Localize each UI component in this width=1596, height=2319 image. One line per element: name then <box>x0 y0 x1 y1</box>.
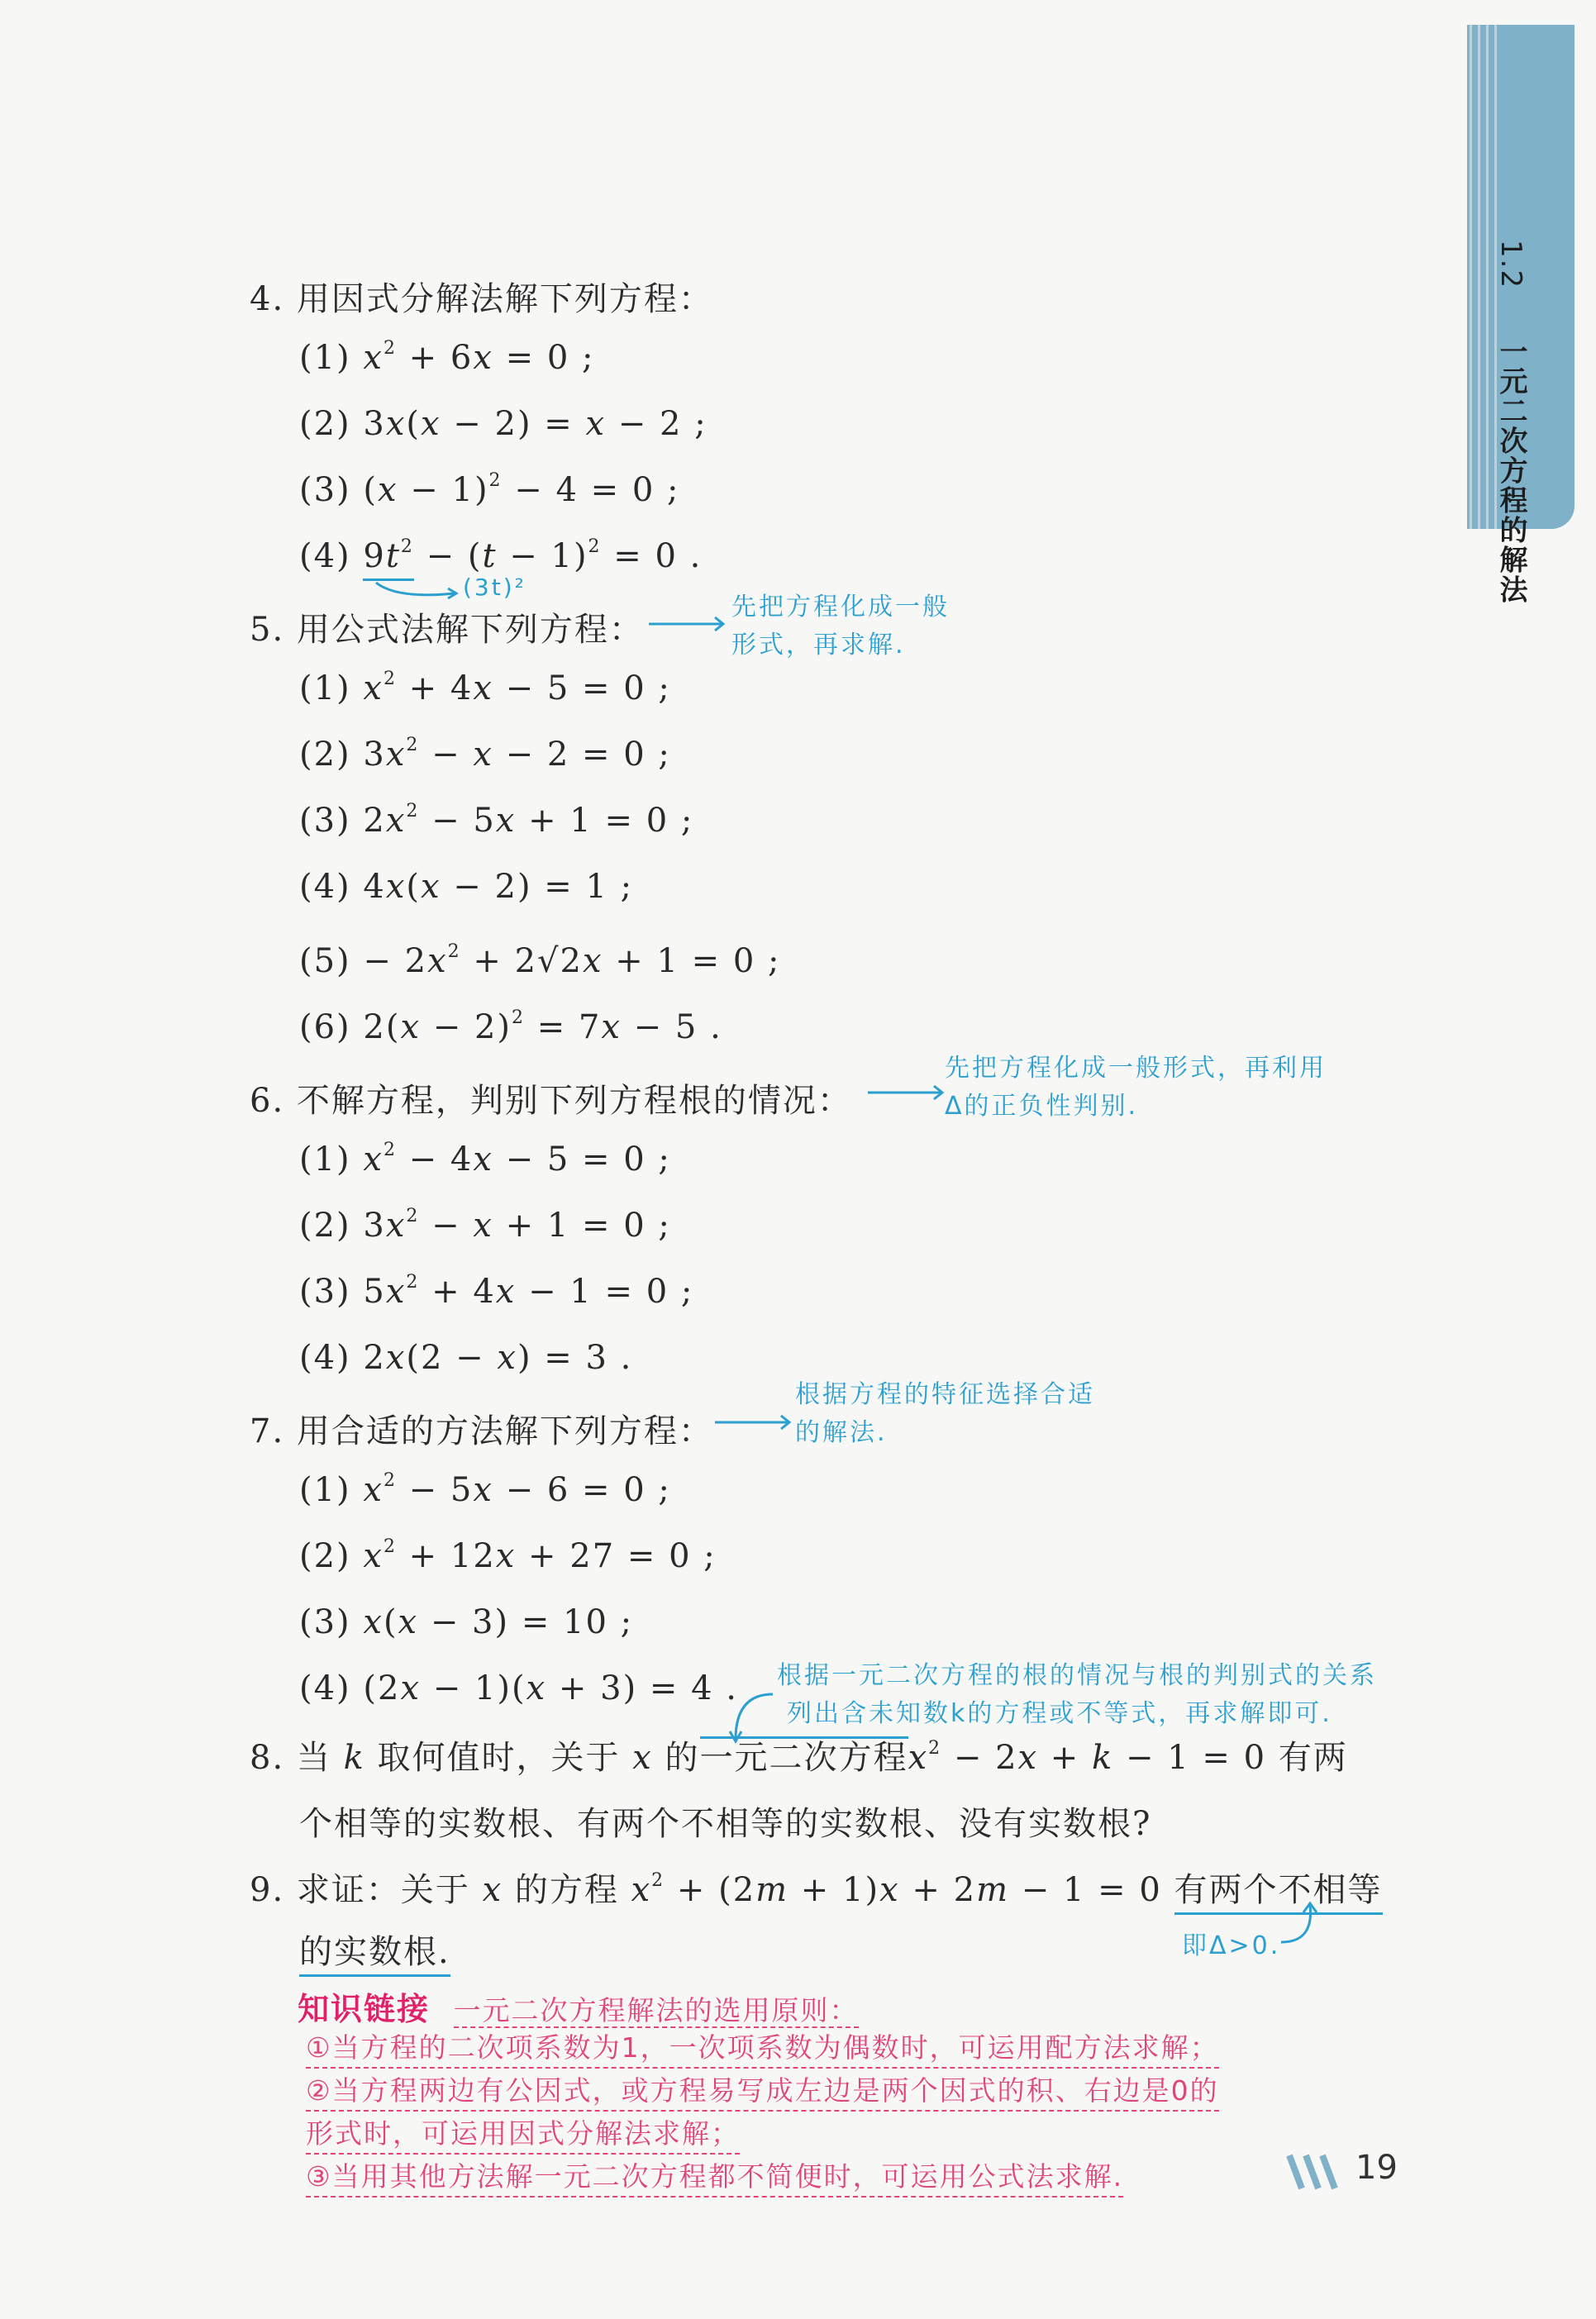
knowledge-rule-2: ②当方程两边有公因式，或方程易写成左边是两个因式的积、右边是0的 <box>306 2069 1219 2112</box>
q9-line-2: 的实数根. <box>299 1926 450 1973</box>
knowledge-link-label: 知识链接 <box>298 1991 431 2027</box>
section-title: 一元二次方程的解法 <box>1494 336 1527 605</box>
q7-note: 根据方程的特征选择合适 的解法. <box>795 1380 1095 1447</box>
page-number-slashes-icon <box>1285 2151 1351 2193</box>
q6-note: 先把方程化成一般形式，再利用 Δ的正负性判别. <box>945 1054 1327 1121</box>
q8-line-2: 个相等的实数根、有两个不相等的实数根、没有实数根? <box>299 1805 1152 1843</box>
q9-note: 即Δ>0. <box>1182 1931 1281 1960</box>
q4-note: (3t)² <box>463 574 526 601</box>
q7-item-1: (1) $x^2 - 5x - 6 = 0$ ; <box>299 1470 671 1509</box>
q5-title: 5. 用公式法解下列方程： <box>250 611 644 649</box>
q6-item-4: (4) 2x(2 − x) = 3 . <box>299 1339 633 1377</box>
q7-item-2: (2) $x^2 + 12x + 27 = 0$ ; <box>299 1536 717 1575</box>
q6-note-arrow <box>864 1080 946 1105</box>
q5-note-arrow <box>645 612 727 636</box>
q5-item-3: (3) $2x^2 - 5x + 1 = 0$ ; <box>299 801 694 840</box>
q4-item-3: (3) $(x - 1)^2 - 4 = 0$ ; <box>299 470 680 509</box>
q6-item-2: (2) $3x^2 - x + 1 = 0$ ; <box>299 1206 671 1245</box>
q5-item-6: (6) $2(x - 2)^2 = 7x - 5$ . <box>299 1007 722 1046</box>
q7-note-arrow <box>711 1410 793 1435</box>
q7-item-3: (3) x(x − 3) = 10 ; <box>299 1603 634 1641</box>
q7-item-4: (4) (2x − 1)(x + 3) = 4 . <box>299 1669 738 1707</box>
knowledge-rule-1: ①当方程的二次项系数为1，一次项系数为偶数时，可运用配方法求解； <box>306 2026 1219 2069</box>
section-number: 1.2 <box>1494 240 1527 290</box>
knowledge-intro: 一元二次方程解法的选用原则： <box>453 1994 859 2026</box>
q4-note-arrow <box>372 579 463 603</box>
q5-item-4: (4) 4x(x − 2) = 1 ; <box>299 868 634 906</box>
chapter-title <box>1482 240 1532 605</box>
q4-item-1: (1) $x^2 + 6x = 0$ ; <box>299 338 595 377</box>
q4-item-4: (4) $9t^2 - (t - 1)^2 = 0$ . <box>299 537 702 575</box>
page-number: 19 <box>1355 2149 1398 2187</box>
q4-title: 4. 用因式分解法解下列方程： <box>250 280 713 318</box>
q9-note-arrow <box>1273 1901 1322 1950</box>
q6-item-3: (3) $5x^2 + 4x - 1 = 0$ ; <box>299 1272 694 1311</box>
q9-line-1: 9. 求证：关于 x 的方程 $x^2 + (2m + 1)x + 2m - 1 = 0$ 有两个不相等 <box>250 1864 1383 1911</box>
q5-note: 先把方程化成一般 形式，再求解. <box>731 593 950 660</box>
q6-item-1: (1) $x^2 - 4x - 5 = 0$ ; <box>299 1140 671 1179</box>
knowledge-rule-3: ③当用其他方法解一元二次方程都不简便时，可运用公式法求解. <box>306 2155 1123 2198</box>
q6-title: 6. 不解方程，判别下列方程根的情况： <box>250 1082 852 1120</box>
q5-item-2: (2) $3x^2 - x - 2 = 0$ ; <box>299 735 671 774</box>
q5-item-5: $(5) - 2x^2 + 2√2x + 1 = 0$ ; <box>299 941 781 980</box>
q7-title: 7. 用合适的方法解下列方程： <box>250 1412 713 1450</box>
knowledge-rule-2-cont: 形式时，可运用因式分解法求解； <box>306 2112 740 2155</box>
q8-note: 根据一元二次方程的根的情况与根的判别式的关系 列出含未知数k的方程或不等式，再求解即可. <box>777 1661 1377 1728</box>
q8-line-1: 8. 当 k 取何值时，关于 x 的一元二次方程$x^2 - 2x + k - 1 = 0$ 有两 <box>250 1738 1348 1777</box>
q4-item-2: (2) 3x(x − 2) = x − 2 ; <box>299 405 707 443</box>
q5-item-1: (1) $x^2 + 4x - 5 = 0$ ; <box>299 669 671 707</box>
